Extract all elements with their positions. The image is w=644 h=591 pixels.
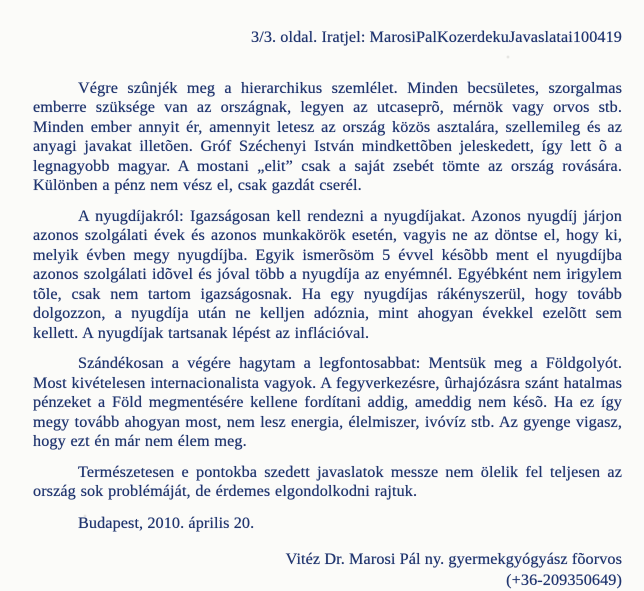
signature-block	[33, 549, 622, 591]
signature-name: Vitéz Dr. Marosi Pál ny. gyermekgyógyász fõorvos	[285, 550, 622, 568]
page-header-label: 3/3. oldal. Iratjel: MarosiPalKozerdekuJavaslatai100419	[251, 28, 622, 46]
paragraph-hierarchy: Végre szûnjék meg a hierarchikus szemlélet. Minden becsületes, szorgalmas emberre szüksége van az országnak, legyen az utcaseprõ, mérnök vagy orvos stb. Minden ember annyit ér, amennyit letesz az ország közös asztalára, szellemileg és az anyagi javakat illetõen. Gróf Széchenyi István mindkettõben jeleskedett, így lett õ a legnagyobb magyar. A mostani „elit” csak a saját zsebét tömte az ország rovására. Különben a pénz nem vész el, csak gazdát cserél.	[33, 78, 622, 194]
paragraph-save-the-earth: Szándékosan a végére hagytam a legfontosabbat: Mentsük meg a Földgolyót. Most kivételesen internacionalista vagyok. A fegyverkezésre, ûrhajózásra szánt hatalmas pénzeket a Föld megmentésére kellene fordítani addig, ameddig nem késõ. Ha ez így megy tovább ahogyan most, nem lesz energia, élelmiszer, ivóvíz stb. Az gyenge vigasz, hogy ezt én már nem élem meg.	[33, 354, 622, 450]
signature-phone: (+36-209350649)	[506, 571, 622, 589]
date-line: Budapest, 2010. április 20.	[78, 513, 255, 532]
paragraph-closing: Természetesen e pontokba szedett javaslatok messze nem ölelik fel teljesen az ország sok problémáját, de érdemes elgondolkodni rajtuk.	[33, 462, 622, 500]
paragraph-pensions: A nyugdíjakról: Igazságosan kell rendezni a nyugdíjakat. Azonos nyugdíj járjon azonos szolgálati évek és azonos munkakörök esetén, vagyis ne az döntse el, hogy ki, melyik évben megy nyugdíjba. Egyik ismerõsöm 5 évvel késõbb ment el nyugdíjba azonos szolgálati idõvel és jóval több a nyugdíja az enyémnél. Egyébként nem irigylem tõle, csak nem tartom igazságosnak. Ha egy nyugdíjas rákényszerül, hogy tovább dolgozzon, a nyugdíja után ne kelljen adóznia, mint ahogyan évekkel ezelõtt sem kellett. A nyugdíjak tartsanak lépést az inflációval.	[33, 206, 622, 342]
